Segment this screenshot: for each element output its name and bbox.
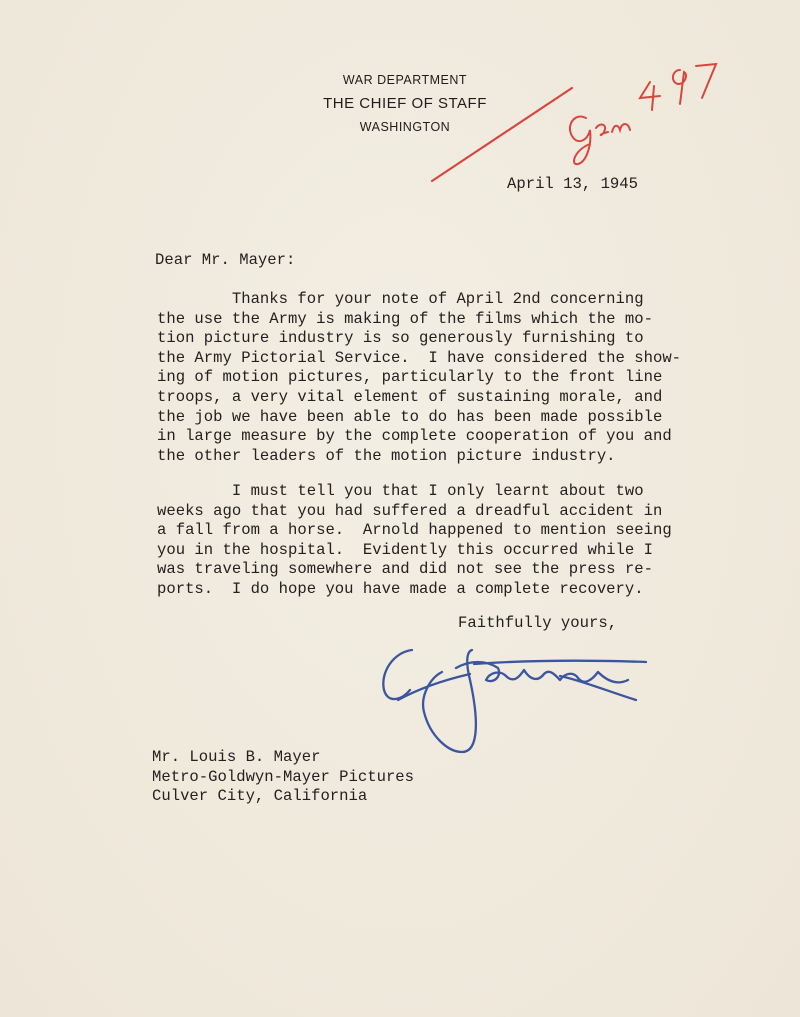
letterhead-department: WAR DEPARTMENT bbox=[342, 73, 468, 87]
red-annotation bbox=[570, 64, 716, 164]
recipient-name: Mr. Louis B. Mayer bbox=[152, 748, 321, 766]
paragraph-line: I must tell you that I only learnt about two bbox=[157, 482, 644, 500]
paragraph-line: the Army Pictorial Service. I have considered the show- bbox=[157, 348, 682, 367]
signature bbox=[383, 650, 646, 752]
paragraph-line: ports. I do hope you have made a complete recovery. bbox=[157, 579, 644, 598]
letterhead-city: WASHINGTON bbox=[359, 120, 451, 134]
paragraph-line: the other leaders of the motion picture industry. bbox=[157, 446, 616, 465]
paragraph-line: the job we have been able to do has been made possible bbox=[157, 407, 663, 426]
paragraph-line: a fall from a horse. Arnold happened to mention seeing bbox=[157, 521, 672, 540]
paragraph-line: in large measure by the complete cooperation of you and bbox=[157, 427, 672, 446]
paragraph-line: was traveling somewhere and did not see the press re- bbox=[157, 560, 653, 579]
salutation: Dear Mr. Mayer: bbox=[155, 251, 296, 269]
recipient-city: Culver City, California bbox=[152, 787, 368, 805]
paragraph-line: weeks ago that you had suffered a dreadful accident in bbox=[157, 501, 663, 520]
red-pencil-stroke bbox=[432, 88, 572, 181]
paragraph-line: Thanks for your note of April 2nd concerning bbox=[157, 290, 644, 308]
paragraph-line: the use the Army is making of the films which the mo- bbox=[157, 309, 653, 328]
paragraph-line: ing of motion pictures, particularly to the front line bbox=[157, 368, 663, 387]
recipient-company: Metro-Goldwyn-Mayer Pictures bbox=[152, 767, 415, 786]
paragraph-line: troops, a very vital element of sustaining morale, and bbox=[157, 387, 663, 406]
letterhead-office: THE CHIEF OF STAFF bbox=[323, 95, 487, 112]
recipient-address bbox=[152, 748, 414, 807]
closing: Faithfully yours, bbox=[458, 614, 618, 632]
paragraph-line: tion picture industry is so generously furnishing to bbox=[157, 329, 644, 348]
paragraph-2 bbox=[157, 482, 672, 600]
paragraph-1 bbox=[157, 290, 681, 466]
letter-date: April 13, 1945 bbox=[507, 175, 639, 193]
paragraph-line: you in the hospital. Evidently this occurred while I bbox=[157, 540, 653, 559]
